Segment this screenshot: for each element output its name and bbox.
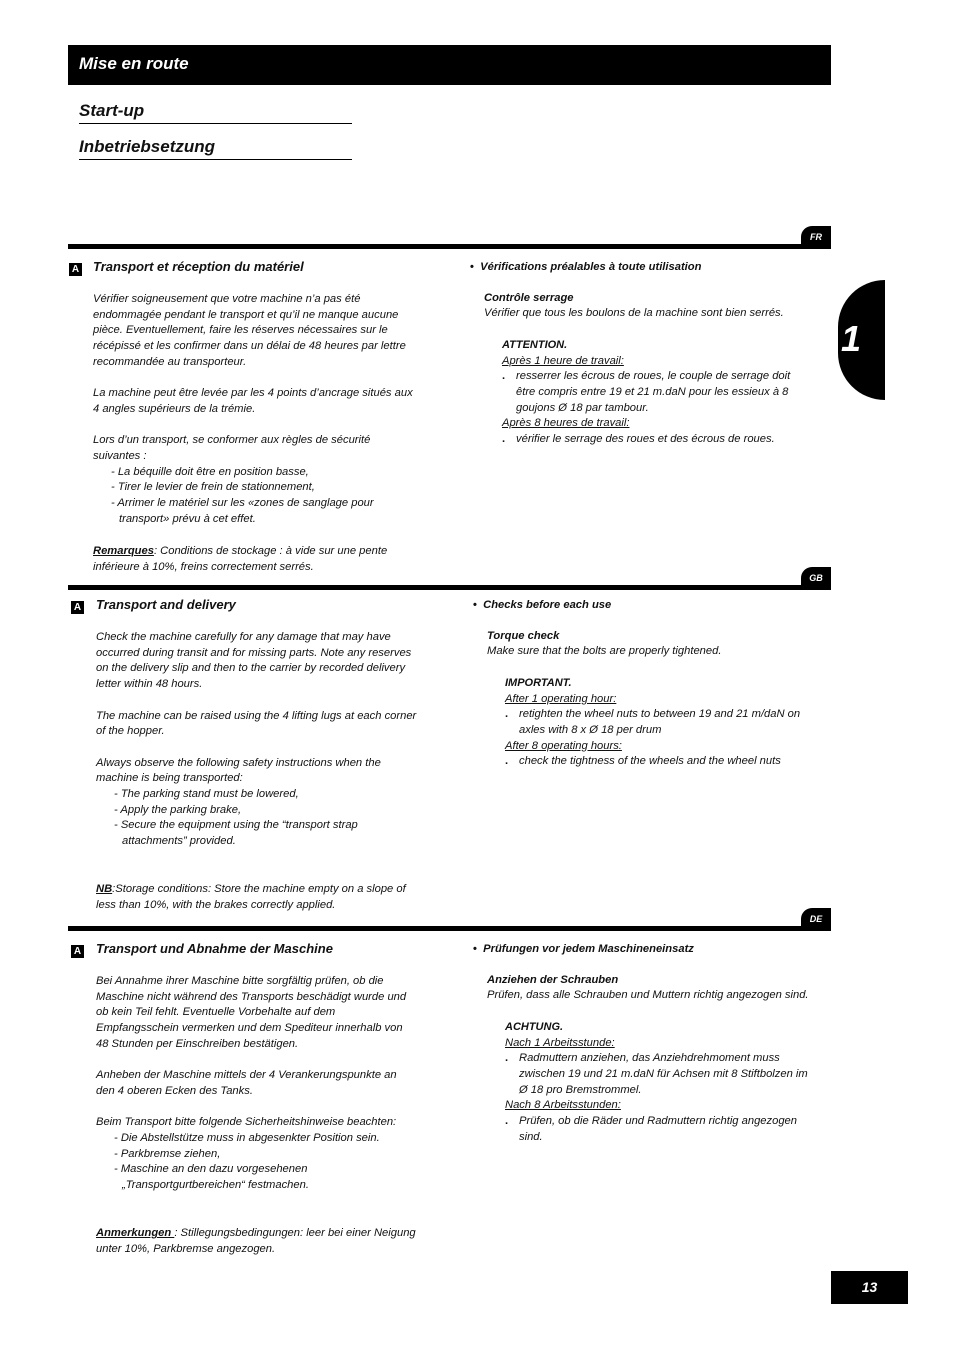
after-8-label: After 8 operating hours: <box>505 739 622 752</box>
checks-heading-text: Prüfungen vor jedem Maschineneinsatz <box>483 943 694 955</box>
note-label: Remarques <box>93 545 154 557</box>
after-8-label: Nach 8 Arbeitsstunden: <box>505 1099 621 1112</box>
paragraph: Anheben der Maschine mittels der 4 Verankerungspunkte an den 4 oberen Ecken des Tanks. <box>96 1069 397 1097</box>
paragraph: La machine peut être levée par les 4 points d’ancrage situés aux 4 angles supérieurs de la trémie. <box>93 387 413 415</box>
left-column <box>69 260 429 528</box>
checks-heading: • Prüfungen vor jedem Maschineneinsatz <box>473 943 694 955</box>
checks-heading: • Checks before each use <box>473 599 612 611</box>
after-8-item: . vérifier le serrage des roues et des écrous de roues. <box>502 433 775 446</box>
left-column <box>71 942 431 1194</box>
after-8-label: Après 8 heures de travail: <box>502 417 630 430</box>
after-1-item: . retighten the wheel nuts to between 19 and 21 m/daN on axles with 8 x Ø 18 per drum <box>505 708 801 736</box>
left-column <box>71 598 431 850</box>
warning-block <box>505 676 812 770</box>
warning-label <box>505 676 812 692</box>
chapter-tab <box>838 280 885 400</box>
section-rule <box>68 585 831 590</box>
subtitle-de: Inbetriebsetzung <box>79 137 352 160</box>
note-text: : Stillegungsbedingungen: leer bei einer Neigung unter 10%, Parkbremse angezogen. <box>96 1227 416 1255</box>
section-heading <box>69 260 429 278</box>
list-item: - The parking stand must be lowered, <box>114 788 299 800</box>
right-body <box>487 973 812 1146</box>
after-1-item: . Radmuttern anziehen, das Anziehdrehmoment muss zwischen 19 und 21 m.daN für Achsen mit 8 Stiftbolzen im Ø 18 pro Bremstrommel. <box>505 1052 808 1096</box>
storage-note <box>93 544 418 575</box>
language-badge: FR <box>801 226 831 248</box>
right-body <box>484 291 809 448</box>
after-1-label: Après 1 heure de travail: <box>502 354 624 367</box>
after-1-label: Nach 1 Arbeitsstunde: <box>505 1036 615 1049</box>
list-item: - La béquille doit être en position basse, <box>111 465 309 478</box>
subtitle-en: Start-up <box>79 101 352 124</box>
left-body <box>93 292 415 528</box>
section-heading <box>71 942 431 960</box>
left-body <box>96 974 418 1194</box>
after-1-item: . resserrer les écrous de roues, le couple de serrage doit être compris entre 19 et 21 m.daN pour les essieux à 8 goujons Ø 18 par tambour. <box>502 370 791 414</box>
after-1-item-text: resserrer les écrous de roues, le couple de serrage doit être compris entre 19 et 21 m.daN pour les essieux à 8 goujons Ø 18 par tambour. <box>516 370 791 414</box>
after-8-item-text: vérifier le serrage des roues et des écrous de roues. <box>516 433 775 446</box>
warning-block <box>505 1020 812 1146</box>
page-title: Mise en route <box>79 54 189 73</box>
right-column <box>470 260 815 448</box>
torque-heading: Torque check <box>487 629 560 642</box>
paragraph: The machine can be raised using the 4 lifting lugs at each corner of the hopper. <box>96 709 417 738</box>
section-letter-badge: A <box>69 263 82 276</box>
torque-text: Prüfen, dass alle Schrauben und Muttern richtig angezogen sind. <box>487 989 809 1002</box>
warning-block <box>502 338 809 448</box>
chapter-number: 1 <box>841 318 862 359</box>
torque-text: Vérifier que tous les boulons de la machine sont bien serrés. <box>484 307 784 320</box>
right-column <box>473 598 818 770</box>
section-heading-text: Transport und Abnahme der Maschine <box>96 941 333 956</box>
after-8-item-text: check the tightness of the wheels and the wheel nuts <box>519 755 781 768</box>
page-number: 13 <box>831 1271 908 1304</box>
list-item: - Apply the parking brake, <box>114 803 242 816</box>
torque-heading: Contrôle serrage <box>484 291 574 304</box>
storage-note <box>96 1226 421 1257</box>
paragraph: Bei Annahme ihrer Maschine bitte sorgfältig prüfen, ob die Maschine nicht während des Transports beschädigt wurde und ob kein Teil fehlt. Eventuelle Vorbehalte auf dem Empfangsschein vermerken und dem Spediteur innerhalb von 48 Stunden per Einschreiben bestätigen. <box>96 975 407 1050</box>
title-bar <box>68 45 831 85</box>
right-column <box>473 942 818 1145</box>
note-text: :Storage conditions: Store the machine empty on a slope of less than 10%, with the brakes correctly applied. <box>96 883 406 911</box>
section-rule <box>68 926 831 931</box>
warning-text: ACHTUNG. <box>505 1020 564 1033</box>
paragraph: Always observe the following safety instructions when the machine is being transported: <box>96 756 381 785</box>
section-heading-text: Transport and delivery <box>96 597 236 612</box>
checks-heading-text: Checks before each use <box>483 599 612 611</box>
paragraph: Lors d’un transport, se conformer aux règles de sécurité suivantes : <box>93 434 371 462</box>
warning-label <box>502 338 809 354</box>
section-rule <box>68 244 831 249</box>
after-8-item: . check the tightness of the wheels and the wheel nuts <box>505 755 781 768</box>
after-1-item-text: Radmuttern anziehen, das Anziehdrehmoment muss zwischen 19 und 21 m.daN für Achsen mit 8 Stiftbolzen im Ø 18 pro Bremstrommel. <box>519 1052 808 1096</box>
checks-heading: • Vérifications préalables à toute utilisation <box>470 261 702 273</box>
list-item: - Parkbremse ziehen, <box>114 1147 221 1160</box>
warning-text: IMPORTANT. <box>505 676 572 689</box>
section-heading <box>71 598 431 616</box>
warning-text: ATTENTION. <box>502 338 568 351</box>
section-letter-badge: A <box>71 945 84 958</box>
right-body <box>487 629 812 770</box>
after-8-item: . Prüfen, ob die Räder und Radmuttern richtig angezogen sind. <box>505 1115 797 1143</box>
note-text: : Conditions de stockage : à vide sur une pente inférieure à 10%, freins correctement serrés. <box>93 545 388 573</box>
note-label: NB <box>96 883 113 895</box>
language-badge: DE <box>801 908 831 930</box>
section-letter-badge: A <box>71 601 84 614</box>
left-body <box>96 630 418 850</box>
storage-note <box>96 882 421 913</box>
after-8-item-text: Prüfen, ob die Räder und Radmuttern richtig angezogen sind. <box>519 1115 797 1143</box>
checks-heading-text: Vérifications préalables à toute utilisation <box>480 261 702 273</box>
warning-label <box>505 1020 812 1036</box>
list-item: - Arrimer le matériel sur les «zones de sanglage pour transport» prévu à cet effet. <box>111 497 374 525</box>
language-badge: GB <box>801 567 831 589</box>
list-item: - Maschine an den dazu vorgesehenen „Transportgurtbereichen“ festmachen. <box>114 1163 309 1192</box>
list-item: - Secure the equipment using the “transport strap attachments” provided. <box>114 819 358 848</box>
list-item: - Tirer le levier de frein de stationnement, <box>111 481 315 494</box>
paragraph: Vérifier soigneusement que votre machine n’a pas été endommagée pendant le transport et qu’il ne manque aucune pièce. Eventuellement, faire les réserves nécessaires sur le récépissé et les confirmer dans un délai de 48 heures par lettre recommandée au transporteur. <box>93 293 406 368</box>
paragraph: Beim Transport bitte folgende Sicherheitshinweise beachten: <box>96 1116 397 1129</box>
after-1-item-text: retighten the wheel nuts to between 19 and 21 m/daN on axles with 8 x Ø 18 per drum <box>519 708 801 736</box>
section-heading-text: Transport et réception du matériel <box>93 259 304 274</box>
note-label: Anmerkungen <box>96 1227 175 1239</box>
after-1-label: After 1 operating hour: <box>505 692 617 705</box>
paragraph: Check the machine carefully for any damage that may have occurred during transit and for missing parts. Note any reserves on the delivery slip and then to the carrier by recorded delivery letter within 48 hours. <box>96 631 412 691</box>
torque-heading: Anziehen der Schrauben <box>487 973 619 986</box>
list-item: - Die Abstellstütze muss in abgesenkter Position sein. <box>114 1132 380 1144</box>
torque-text: Make sure that the bolts are properly tightened. <box>487 645 722 658</box>
